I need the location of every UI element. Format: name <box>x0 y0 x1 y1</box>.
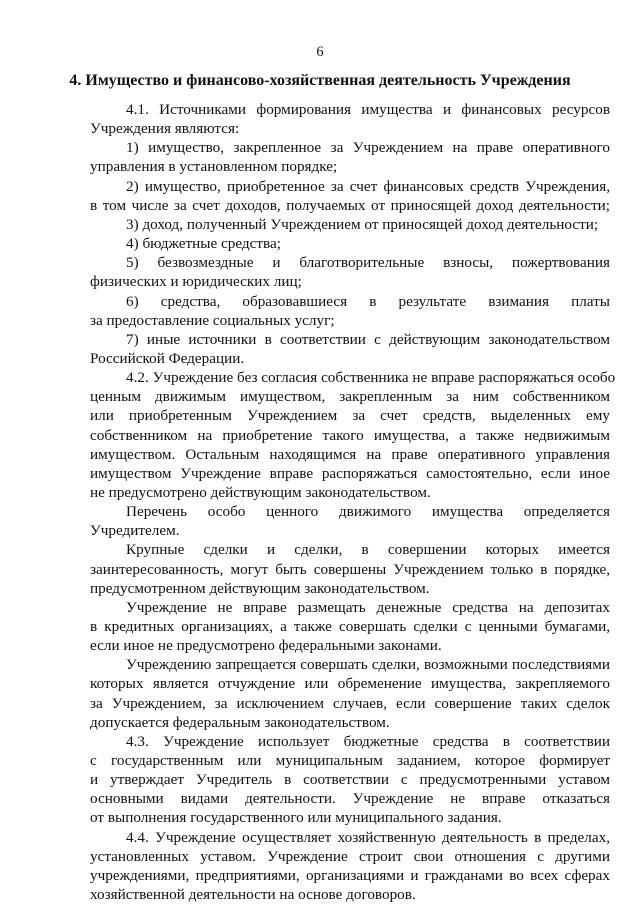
text-line: допускается федеральным законодательством. <box>90 713 390 731</box>
page-number: 6 <box>316 44 324 60</box>
text-line: 4.4. Учреждение осуществляет хозяйственную деятельность в пределах, <box>126 828 610 846</box>
text-line: 4.3. Учреждение использует бюджетные средства в соответствии <box>126 732 610 750</box>
text-line: в том числе за счет доходов, получаемых от приносящей доход деятельности; <box>90 196 610 214</box>
text-line: 2) имущество, приобретенное за счет финансовых средств Учреждения, <box>126 177 610 195</box>
text-line: имуществом. Остальным находящимся на праве оперативного управления <box>90 445 610 463</box>
text-line: Учреждения являются: <box>90 120 240 138</box>
text-line: если иное не предусмотрено федеральными законами. <box>90 637 442 655</box>
text-line: предусмотренном действующим законодательством. <box>90 579 430 597</box>
text-line: от выполнения государственного или муниципального задания. <box>90 809 502 827</box>
text-line: 4.2. Учреждение без согласия собственника не вправе распоряжаться особо <box>126 369 616 386</box>
text-line: которых является отчуждение или обременение имущества, закрепляемого <box>90 675 610 693</box>
text-line: 5) безвозмездные и благотворительные взносы, пожертвования <box>126 254 610 272</box>
text-line: физических и юридических лиц; <box>90 273 302 291</box>
text-line: ценным движимым имуществом, закрепленным за ним собственником <box>90 388 610 406</box>
text-line: основными видами деятельности. Учреждение не вправе отказаться <box>90 790 610 808</box>
text-line: управления в установленном порядке; <box>90 158 338 176</box>
text-line: хозяйственной деятельности на основе договоров. <box>90 886 416 903</box>
text-line: не предусмотрено действующим законодательством. <box>90 483 431 501</box>
text-line: Учредителем. <box>90 522 180 540</box>
text-line: за предоставление социальных услуг; <box>90 311 335 329</box>
text-line: заинтересованность, могут быть совершены Учреждением только в порядке, <box>90 560 610 578</box>
text-line: в кредитных организациях, а также совершать сделки с ценными бумагами, <box>90 618 610 635</box>
text-line: 4.1. Источниками формирования имущества и финансовых ресурсов <box>126 101 610 118</box>
section-title: 4. Имущество и финансово-хозяйственная деятельность Учреждения <box>69 72 571 89</box>
text-line: Перечень особо ценного движимого имущества определяется <box>126 503 610 521</box>
text-line: 6) средства, образовавшиеся в результате взимания платы <box>126 292 610 310</box>
text-line: Крупные сделки и сделки, в совершении которых имеется <box>126 541 610 559</box>
text-line: 4) бюджетные средства; <box>126 235 281 252</box>
text-line: имуществом Учреждение вправе распоряжаться самостоятельно, если иное <box>90 464 610 482</box>
text-line: Учреждение не вправе размещать денежные средства на депозитах <box>126 598 610 616</box>
text-line: Учреждению запрещается совершать сделки, возможными последствиями <box>126 656 610 674</box>
text-line: 3) доход, полученный Учреждением от приносящей доход деятельности; <box>126 215 599 233</box>
text-line: или приобретенным Учреждением за счет средств, выделенных ему <box>90 407 610 425</box>
text-line: Российской Федерации. <box>90 349 245 367</box>
text-line: 1) имущество, закрепленное за Учреждением на праве оперативного <box>126 139 610 157</box>
text-line: и утверждает Учредитель в соответствии с предусмотренными уставом <box>90 771 610 789</box>
text-line: учреждениями, предприятиями, организациями и гражданами во всех сферах <box>90 866 610 884</box>
text-line: 7) иные источники в соответствии с действующим законодательством <box>126 330 610 348</box>
text-line: с государственным или муниципальным заданием, которое формирует <box>90 752 610 769</box>
text-line: собственником на приобретение такого имущества, а также недвижимым <box>90 426 610 444</box>
text-line: за Учреждением, за исключением случаев, если совершение таких сделок <box>90 694 610 712</box>
text-line: установленных уставом. Учреждение строит свои отношения с другими <box>90 847 610 865</box>
